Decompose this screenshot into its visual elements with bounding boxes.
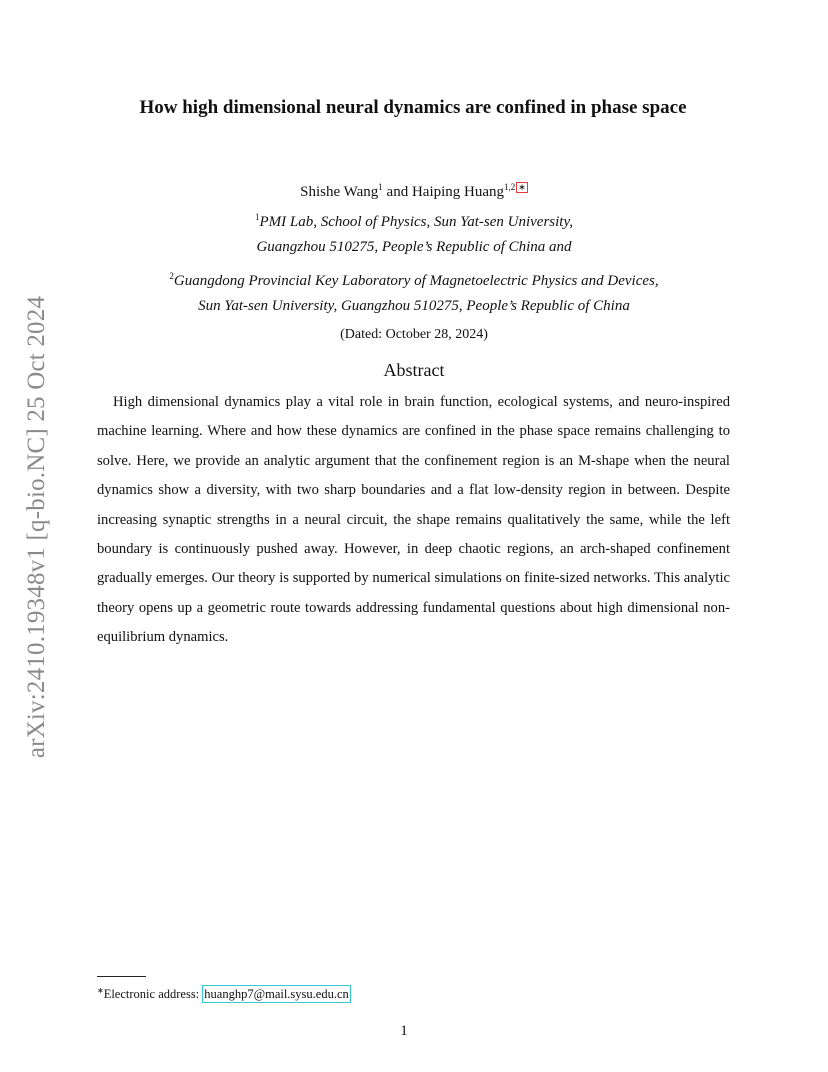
- footnote-link[interactable]: ∗: [518, 182, 526, 192]
- page-number: 1: [400, 1023, 408, 1039]
- author-name: Haiping Huang: [411, 184, 505, 200]
- author-line: [0, 176, 828, 203]
- affiliation-text: Guangzhou 510275, People’s Republic of China and: [256, 239, 572, 255]
- author-affiliation-mark: 1,2: [504, 182, 516, 192]
- footnote-divider: [97, 976, 146, 977]
- author-name: Shishe Wang: [300, 184, 379, 200]
- dated-line: (Dated: October 28, 2024): [340, 327, 488, 342]
- arxiv-identifier-stamp: arXiv:2410.19348v1 [q-bio.NC] 25 Oct 2024: [23, 295, 50, 759]
- affiliation-mark: 1: [254, 212, 260, 222]
- affiliation-mark: 2: [169, 271, 174, 281]
- affiliation-text: PMI Lab, School of Physics, Sun Yat-sen University,: [259, 214, 574, 230]
- affiliation-line: [0, 206, 828, 233]
- author-affiliation-mark: 1: [378, 182, 383, 192]
- author-conjunction: and: [386, 184, 409, 200]
- footnote: [97, 982, 351, 1003]
- paper-title: How high dimensional neural dynamics are confined in phase space: [139, 97, 687, 118]
- affiliation-line: [0, 236, 828, 258]
- footnote-mark: ∗: [97, 986, 104, 995]
- affiliation-line: [0, 265, 828, 292]
- abstract-body: High dimensional dynamics play a vital role in brain function, ecological systems, and neuro-inspired machine learning. Where and how these dynamics are confined in the phase space remains challenging to solve. Here, we provide an analytic argument that the confinement region is an M-shape when the neural dynamics show a diversity, with two sharp boundaries and a flat low-density region in between. Despite increasing synaptic strengths in a neural circuit, the shape remains qualitatively the same, while the left boundary is continuously pushed away. However, in deep chaotic regions, an arch-shaped confinement gradually emerges. Our theory is supported by numerical simulations on finite-sized networks. This analytic theory opens up a geometric route towards addressing fundamental questions about high dimensional non-equilibrium dynamics.: [97, 394, 730, 646]
- footnote-label: Electronic address:: [103, 987, 200, 1001]
- affiliation-text: Guangdong Provincial Key Laboratory of Magnetoelectric Physics and Devices,: [173, 273, 659, 289]
- affiliation-text: Sun Yat-sen University, Guangzhou 510275, People’s Republic of China: [198, 298, 630, 314]
- email-link[interactable]: huanghp7@mail.sysu.edu.cn: [204, 987, 349, 1001]
- abstract-heading: Abstract: [383, 360, 445, 380]
- affiliation-line: [0, 295, 828, 317]
